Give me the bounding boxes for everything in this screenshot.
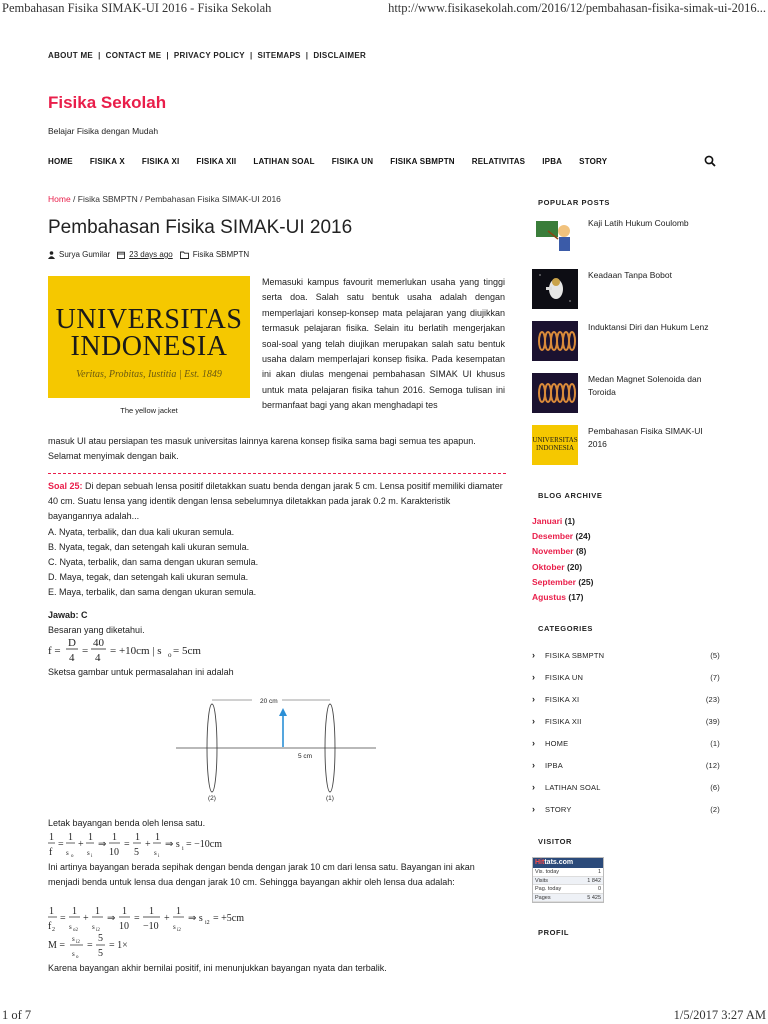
archive-item[interactable]: Oktober (20) <box>532 561 583 572</box>
svg-text:5: 5 <box>98 933 103 944</box>
coil-icon <box>532 373 578 413</box>
option-d: D. Maya, tegak, dan setengah kali ukuran semula. <box>48 572 249 583</box>
svg-text:=: = <box>60 913 66 924</box>
intro-paragraph-continued: masuk UI atau persiapan tes masuk universitas lainnya karena konsep fisika sama bagi semua tes apapun. Selamat menyimak dengan baik. <box>48 436 476 462</box>
svg-text:10: 10 <box>119 921 129 932</box>
option-e: E. Maya, terbalik, dan sama dengan ukuran semula. <box>48 587 257 598</box>
visitor-row: Visits 1 842 <box>535 877 601 884</box>
topnav-privacy[interactable]: PRIVACY POLICY <box>173 51 245 60</box>
svg-text:1: 1 <box>112 832 117 843</box>
topnav-about[interactable]: ABOUT ME <box>48 51 94 60</box>
chevron-right-icon: › <box>532 804 536 814</box>
archive-list <box>532 514 593 605</box>
coil-icon <box>532 321 578 361</box>
archive-item[interactable]: September (25) <box>532 576 594 587</box>
svg-text:1: 1 <box>149 906 154 917</box>
category-item[interactable]: › FISIKA XII (39) <box>532 716 720 726</box>
svg-text:1: 1 <box>68 832 73 843</box>
option-a: A. Nyata, terbalik, dan dua kali ukuran semula. <box>48 526 235 537</box>
print-header <box>0 0 768 20</box>
nav-relativitas[interactable]: RELATIVITAS <box>471 157 526 166</box>
categories-heading: CATEGORIES <box>538 624 594 633</box>
svg-text:+: + <box>78 839 84 850</box>
option-c: C. Nyata, terbalik, dan sama dengan ukuran semula. <box>48 557 259 568</box>
svg-text:4: 4 <box>69 652 75 664</box>
topnav-sitemaps[interactable]: SITEMAPS <box>257 51 301 60</box>
svg-text:+: + <box>83 913 89 924</box>
svg-text:⇒: ⇒ <box>98 839 107 850</box>
universitas-indonesia-logo <box>48 276 250 398</box>
svg-text:o2: o2 <box>73 928 78 933</box>
topnav-disclaimer[interactable]: DISCLAIMER <box>313 51 367 60</box>
nav-fisika-xi[interactable]: FISIKA XI <box>141 157 180 166</box>
teacher-icon <box>532 217 578 257</box>
svg-text:=: = <box>82 645 89 657</box>
logo-motto: Veritas, Probitas, Iustitia | Est. 1849 <box>76 369 222 380</box>
equation-lens-two <box>48 903 308 933</box>
site-tagline: Belajar Fisika dengan Mudah <box>48 126 159 136</box>
svg-text:1: 1 <box>49 906 54 917</box>
svg-text:5: 5 <box>98 948 103 959</box>
svg-text:i: i <box>91 854 93 859</box>
chevron-right-icon: › <box>532 672 536 682</box>
svg-text:=: = <box>124 839 130 850</box>
logo-line-2: INDONESIA <box>70 331 228 362</box>
print-url: http://www.fisikasekolah.com/2016/12/pembahasan-fisika-simak-ui-2016... <box>388 1 766 15</box>
main-nav <box>48 157 720 166</box>
svg-text:o: o <box>168 651 172 659</box>
svg-text:f: f <box>48 921 52 932</box>
chevron-right-icon: › <box>532 694 536 704</box>
svg-text:f =: f = <box>48 645 61 657</box>
svg-text:10: 10 <box>109 847 119 858</box>
intro-paragraph: Memasuki kampus favourit memerlukan usaha yang tinggi serta doa. Salah satu bentuk usaha adalah dengan memperlajari konsep-konsep mata pelajaran yang diujikkan termasuk pelajaran fisika. Selain itu berlatih mengerjakan soal-soal yang telah diujikan merupakan salah satu bentuk usaha dalam memperlajari konsep fisika. Pada kesempatan ini akan diulas mengenai pembahasan SIMAK UI khusus untuk mata pelajaran fisika tahun 2016. Semoga tulisan ini bermanfaat bagi yang akan menghadapi tes <box>262 277 505 411</box>
post-category[interactable]: Fisika SBMPTN <box>192 250 250 259</box>
svg-text:1: 1 <box>135 832 140 843</box>
diagram-label-5cm: 5 cm <box>298 753 313 760</box>
svg-text:s: s <box>87 849 90 857</box>
lens-one-label: Letak bayangan benda oleh lensa satu. <box>48 818 206 828</box>
category-item[interactable]: › STORY (2) <box>532 804 720 814</box>
popular-post-3[interactable] <box>532 321 722 365</box>
nav-home[interactable]: HOME <box>48 157 73 166</box>
svg-text:= 1×: = 1× <box>109 940 128 951</box>
visitor-heading: VISITOR <box>538 837 573 846</box>
svg-text:s: s <box>72 935 75 943</box>
svg-text:5: 5 <box>134 847 139 858</box>
logo-line-1: UNIVERSITAS <box>55 304 243 335</box>
topnav-contact[interactable]: CONTACT ME <box>105 51 162 60</box>
chevron-right-icon: › <box>532 738 536 748</box>
svg-text:1: 1 <box>49 832 54 843</box>
category-item[interactable]: › FISIKA UN (7) <box>532 672 720 682</box>
ui-logo-icon <box>532 425 578 465</box>
svg-text:1: 1 <box>155 832 160 843</box>
folder-icon <box>180 251 189 259</box>
nav-fisika-xii[interactable]: FISIKA XII <box>196 157 237 166</box>
svg-text:40: 40 <box>93 637 104 649</box>
svg-text:1: 1 <box>122 906 127 917</box>
dashed-divider <box>48 473 506 474</box>
chevron-right-icon: › <box>532 760 536 770</box>
svg-text:i: i <box>182 846 184 852</box>
category-item[interactable]: › FISIKA XI (23) <box>532 694 720 704</box>
popular-posts-heading: POPULAR POSTS <box>538 198 610 207</box>
svg-text:=: = <box>134 913 140 924</box>
popular-post-title[interactable]: Medan Magnet Solenoida dan Toroida <box>588 374 702 397</box>
popular-post-title[interactable]: Kaji Latih Hukum Coulomb <box>588 218 689 228</box>
print-page-number: 1 of 7 <box>2 1008 32 1022</box>
svg-text:s: s <box>92 923 95 931</box>
popular-post-title[interactable]: Induktansi Diri dan Hukum Lenz <box>588 322 709 332</box>
svg-text:f: f <box>49 847 53 858</box>
breadcrumb-home[interactable]: Home <box>48 194 71 204</box>
svg-text:+: + <box>164 913 170 924</box>
svg-text:M =: M = <box>48 940 66 951</box>
visitor-row: Pages 5 425 <box>535 894 601 901</box>
svg-text:4: 4 <box>95 652 101 664</box>
popular-post-2[interactable] <box>532 269 722 313</box>
question-text: Di depan sebuah lensa positif diletakkan suatu benda dengan jarak 5 cm. Lensa positif memiliki diamater 40 cm. Suatu lensa yang identik dengan lensa sebelumnya diletakkan pada jarak 0.2 m. Karakteristik bayangannya adalah... <box>48 481 503 522</box>
svg-text:o: o <box>76 955 79 960</box>
equation-magnification <box>48 930 208 960</box>
svg-text:i2: i2 <box>96 928 100 933</box>
chevron-right-icon: › <box>532 716 536 726</box>
svg-text:s: s <box>66 849 69 857</box>
post-meta <box>48 250 249 259</box>
diagram-label-lens-1: (1) <box>326 795 334 802</box>
visitor-row: Vis. today 1 <box>535 869 601 875</box>
equation-lens-one <box>48 829 308 859</box>
profil-heading: PROFIL <box>538 928 570 937</box>
breadcrumb-rest: / Fisika SBMPTN / Pembahasan Fisika SIMAK-UI 2016 <box>70 194 281 204</box>
svg-text:UNIVERSITAS: UNIVERSITAS <box>532 436 578 444</box>
category-item[interactable]: › FISIKA SBMPTN (5) <box>532 650 720 660</box>
nav-story[interactable]: STORY <box>579 157 608 166</box>
nav-fisika-sbmptn[interactable]: FISIKA SBMPTN <box>390 157 455 166</box>
post-date[interactable]: 23 days ago <box>129 250 173 259</box>
post-title: Pembahasan Fisika SIMAK-UI 2016 <box>48 217 353 238</box>
breadcrumb <box>48 194 281 204</box>
archive-item[interactable]: Januari (1) <box>532 516 576 526</box>
svg-text:s: s <box>173 923 176 931</box>
svg-text:= 5cm: = 5cm <box>173 645 201 657</box>
visitor-counter-brand: Hittats.com <box>533 858 603 868</box>
user-icon <box>48 251 55 259</box>
popular-post-5[interactable] <box>532 425 722 469</box>
visitor-row: Pag. today 0 <box>535 886 601 892</box>
svg-text:=: = <box>87 940 93 951</box>
svg-text:INDONESIA: INDONESIA <box>535 444 575 452</box>
chevron-right-icon: › <box>532 782 536 792</box>
popular-post-title[interactable]: Pembahasan Fisika SIMAK-UI 2016 <box>588 426 703 449</box>
search-icon[interactable] <box>704 155 716 167</box>
archive-item[interactable]: Agustus (17) <box>532 592 584 603</box>
sketch-label: Sketsa gambar untuk permasalahan ini adalah <box>48 667 234 677</box>
svg-text:s: s <box>154 849 157 857</box>
print-datetime: 1/5/2017 3:27 AM <box>673 1008 766 1022</box>
explanation-paragraph: Ini artinya bayangan berada sepihak dengan benda dengan jarak 10 cm dari lensa satu. Bayangan ini akan menjadi benda untuk lensa dua dengan jarak 10 cm. Sehingga bayangan akhir oleh lensa dua adalah: <box>48 862 475 888</box>
visitor-counter[interactable] <box>532 857 604 903</box>
svg-text:1: 1 <box>176 906 181 917</box>
top-nav: ABOUT ME | CONTACT ME | PRIVACY POLICY | SITEMAPS | DISCLAIMER <box>48 51 371 60</box>
option-b: B. Nyata, tegak, dan setengah kali ukuran semula. <box>48 541 250 552</box>
question-block <box>48 479 506 601</box>
svg-text:s: s <box>72 950 75 958</box>
chevron-right-icon: › <box>532 650 536 660</box>
popular-post-title[interactable]: Keadaan Tanpa Bobot <box>588 270 672 280</box>
equation-focal-length <box>48 637 308 665</box>
diagram-label-lens-2: (2) <box>208 795 216 802</box>
svg-text:2: 2 <box>52 927 55 933</box>
nav-fisika-un[interactable]: FISIKA UN <box>331 157 374 166</box>
category-item[interactable]: › HOME (1) <box>532 738 720 748</box>
svg-text:⇒: ⇒ <box>107 913 116 924</box>
closing-paragraph: Karena bayangan akhir bernilai positif, ini menunjukkan bayangan nyata dan terbalik. <box>48 963 387 973</box>
svg-text:= +5cm: = +5cm <box>213 913 244 924</box>
svg-text:−10: −10 <box>143 921 159 932</box>
post-author[interactable]: Surya Gumilar <box>59 250 111 259</box>
popular-post-4[interactable] <box>532 373 722 417</box>
svg-text:+: + <box>145 839 151 850</box>
svg-text:i2: i2 <box>76 940 80 945</box>
svg-text:o: o <box>71 854 74 859</box>
calendar-icon <box>117 251 125 259</box>
svg-text:1: 1 <box>95 906 100 917</box>
nav-ipba[interactable]: IPBA <box>542 157 563 166</box>
svg-text:⇒ s: ⇒ s <box>165 839 180 850</box>
print-footer <box>0 1006 768 1024</box>
astronaut-icon <box>532 269 578 309</box>
blog-archive-heading: BLOG ARCHIVE <box>538 491 603 500</box>
svg-text:i2: i2 <box>205 920 210 926</box>
svg-text:D: D <box>68 637 76 649</box>
lens-diagram <box>170 690 390 805</box>
archive-item[interactable]: Desember (24) <box>532 531 591 542</box>
svg-text:= +10cm | s: = +10cm | s <box>110 645 162 657</box>
question-label: Soal 25: <box>48 481 83 491</box>
nav-fisika-x[interactable]: FISIKA X <box>89 157 125 166</box>
svg-text:1: 1 <box>72 906 77 917</box>
known-quantities-label: Besaran yang diketahui. <box>48 625 145 635</box>
svg-text:1: 1 <box>88 832 93 843</box>
svg-text:⇒ s: ⇒ s <box>188 913 203 924</box>
category-item[interactable]: › IPBA (12) <box>532 760 720 770</box>
site-title[interactable]: Fisika Sekolah <box>48 93 167 112</box>
nav-latihan-soal[interactable]: LATIHAN SOAL <box>253 157 315 166</box>
print-page-title: Pembahasan Fisika SIMAK-UI 2016 - Fisika Sekolah <box>2 1 272 15</box>
svg-text:i: i <box>158 854 160 859</box>
categories-list <box>532 649 722 825</box>
popular-post-1[interactable] <box>532 217 722 261</box>
category-item[interactable]: › LATIHAN SOAL (6) <box>532 782 720 792</box>
image-caption: The yellow jacket <box>120 406 178 415</box>
answer: Jawab: C <box>48 610 88 620</box>
archive-item[interactable]: November (8) <box>532 546 587 557</box>
svg-text:= −10cm: = −10cm <box>186 839 222 850</box>
svg-text:s: s <box>69 923 72 931</box>
svg-text:i2: i2 <box>177 928 181 933</box>
diagram-label-20cm: 20 cm <box>260 698 278 705</box>
svg-text:=: = <box>58 839 64 850</box>
